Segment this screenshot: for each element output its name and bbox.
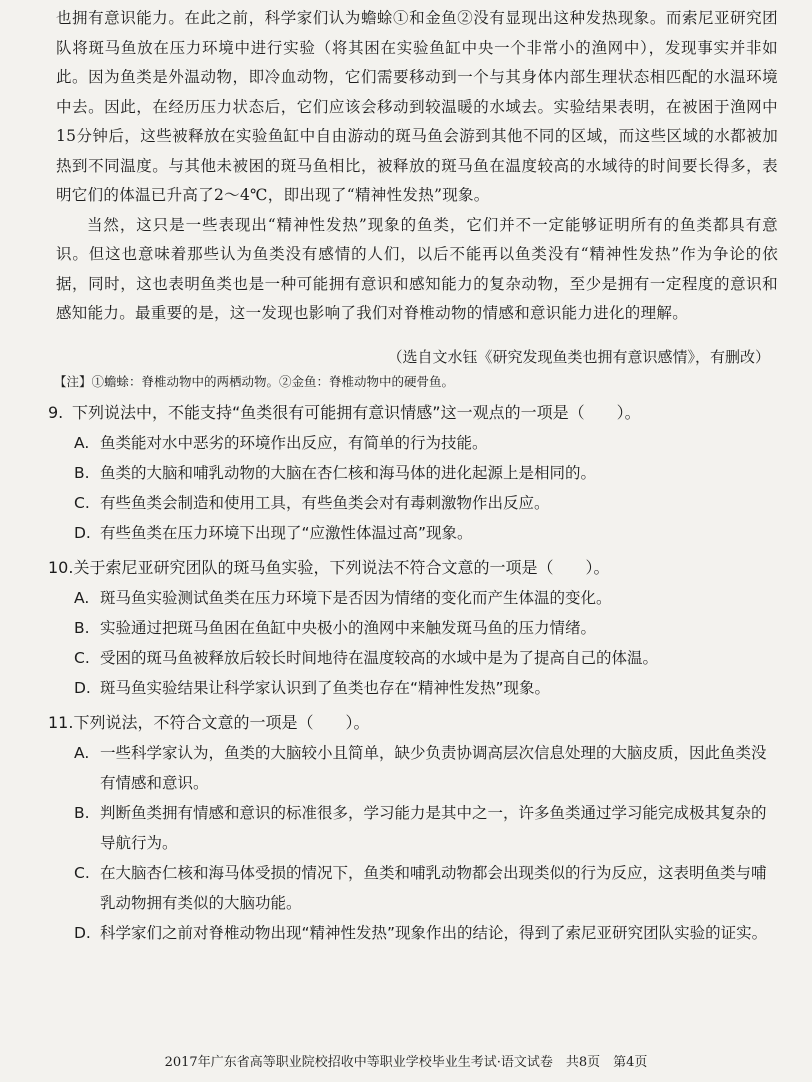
option-letter: A. — [74, 588, 90, 607]
option-text: 实验通过把斑马鱼困在鱼缸中央极小的渔网中来触发斑马鱼的压力情绪。 — [100, 618, 597, 637]
option-b — [48, 458, 778, 488]
question-number: 9. — [48, 402, 64, 422]
option-letter: D. — [74, 523, 91, 542]
passage-paragraph-2: 当然，这只是一些表现出“精神性发热”现象的鱼类，它们并不一定能够证明所有的鱼类都具有意识。但这也意味着那些认为鱼类没有感情的人们，以后不能再以鱼类没有“精神性发热”作为争论的依据，同时，这也表明鱼类也是一种可能拥有意识和感知能力的复杂动物，至少是拥有一定程度的意识和感知能力。最重要的是，这一发现也影响了我们对脊椎动物的情感和意识能力进化的理解。 — [56, 215, 778, 322]
option-text: 鱼类的大脑和哺乳动物的大脑在杏仁核和海马体的进化起源上是相同的。 — [100, 463, 597, 482]
option-text: 有些鱼类会制造和使用工具，有些鱼类会对有毒刺激物作出反应。 — [100, 493, 550, 512]
option-letter: B. — [74, 803, 90, 822]
question-stem — [48, 707, 778, 738]
option-letter: A. — [74, 433, 90, 452]
passage-paragraph-1: 也拥有意识能力。在此之前，科学家们认为蟾蜍①和金鱼②没有显现出这种发热现象。而索尼亚研究团队将斑马鱼放在压力环境中进行实验（将其困在实验鱼缸中央一个非常小的渔网中），发现事实并非如此。因为鱼类是外温动物，即冷血动物，它们需要移动到一个与其身体内部生理状态相匹配的水温环境中去。因此，在经历压力状态后，它们应该会移动到较温暖的水域去。实验结果表明，在被困于渔网中15分钟后，这些被释放在实验鱼缸中自由游动的斑马鱼会游到其他不同的区域，而这些区域的水都被加热到不同温度。与其他未被困的斑马鱼相比，被释放的斑马鱼在温度较高的水域待的时间要长得多，表明它们的体温已升高了2～4℃，即出现了“精神性发热”现象。 — [56, 9, 778, 204]
question-text: 下列说法，不符合文意的一项是（ ）。 — [73, 712, 370, 732]
option-text: 有些鱼类在压力环境下出现了“应激性体温过高”现象。 — [100, 523, 473, 542]
question-stem — [48, 397, 778, 428]
question-stem — [48, 552, 778, 583]
option-text: 斑马鱼实验测试鱼类在压力环境下是否因为情绪的变化而产生体温的变化。 — [100, 588, 612, 607]
question-text: 下列说法中，不能支持“鱼类很有可能拥有意识情感”这一观点的一项是（ ）。 — [72, 402, 641, 422]
option-letter: C. — [74, 863, 90, 882]
passage-note: 【注】①蟾蜍：脊椎动物中的两栖动物。②金鱼：脊椎动物中的硬骨鱼。 — [54, 373, 455, 389]
option-b — [48, 613, 778, 643]
option-d — [48, 673, 778, 703]
option-letter: A. — [74, 743, 90, 762]
option-d — [48, 518, 778, 548]
option-c — [48, 488, 778, 518]
option-text: 一些科学家认为，鱼类的大脑较小且简单，缺少负责协调高层次信息处理的大脑皮质，因此鱼类没有情感和意识。 — [100, 743, 767, 792]
option-text: 斑马鱼实验结果让科学家认识到了鱼类也存在“精神性发热”现象。 — [100, 678, 551, 697]
question-number: 11. — [48, 712, 74, 732]
option-c — [48, 858, 778, 918]
question-number: 10. — [48, 557, 74, 577]
option-b — [48, 798, 778, 858]
option-text: 在大脑杏仁核和海马体受损的情况下，鱼类和哺乳动物都会出现类似的行为反应，这表明鱼类与哺乳动物拥有类似的大脑功能。 — [100, 863, 767, 912]
option-a — [48, 428, 778, 458]
option-text: 受困的斑马鱼被释放后较长时间地待在温度较高的水域中是为了提高自己的体温。 — [100, 648, 659, 667]
question-11 — [48, 707, 778, 948]
option-letter: C. — [74, 493, 90, 512]
option-d — [48, 918, 778, 948]
option-letter: B. — [74, 618, 90, 637]
passage-source: （选自文水钰《研究发现鱼类也拥有意识感情》，有删改） — [387, 347, 770, 366]
option-letter: D. — [74, 923, 91, 942]
option-letter: D. — [74, 678, 91, 697]
option-letter: C. — [74, 648, 90, 667]
option-a — [48, 738, 778, 798]
option-a — [48, 583, 778, 613]
option-text: 鱼类能对水中恶劣的环境作出反应，有简单的行为技能。 — [100, 433, 488, 452]
question-text: 关于索尼亚研究团队的斑马鱼实验，下列说法不符合文意的一项是（ ）。 — [73, 557, 610, 577]
question-9 — [48, 397, 778, 548]
page-footer: 2017年广东省高等职业院校招收中等职业学校毕业生考试·语文试卷 共8页 第4页 — [164, 1055, 648, 1070]
option-letter: B. — [74, 463, 90, 482]
question-10 — [48, 552, 778, 703]
option-c — [48, 643, 778, 673]
option-text: 科学家们之前对脊椎动物出现“精神性发热”现象作出的结论，得到了索尼亚研究团队实验的证实。 — [100, 923, 768, 942]
option-text: 判断鱼类拥有情感和意识的标准很多，学习能力是其中之一，许多鱼类通过学习能完成极其复杂的导航行为。 — [100, 803, 767, 852]
